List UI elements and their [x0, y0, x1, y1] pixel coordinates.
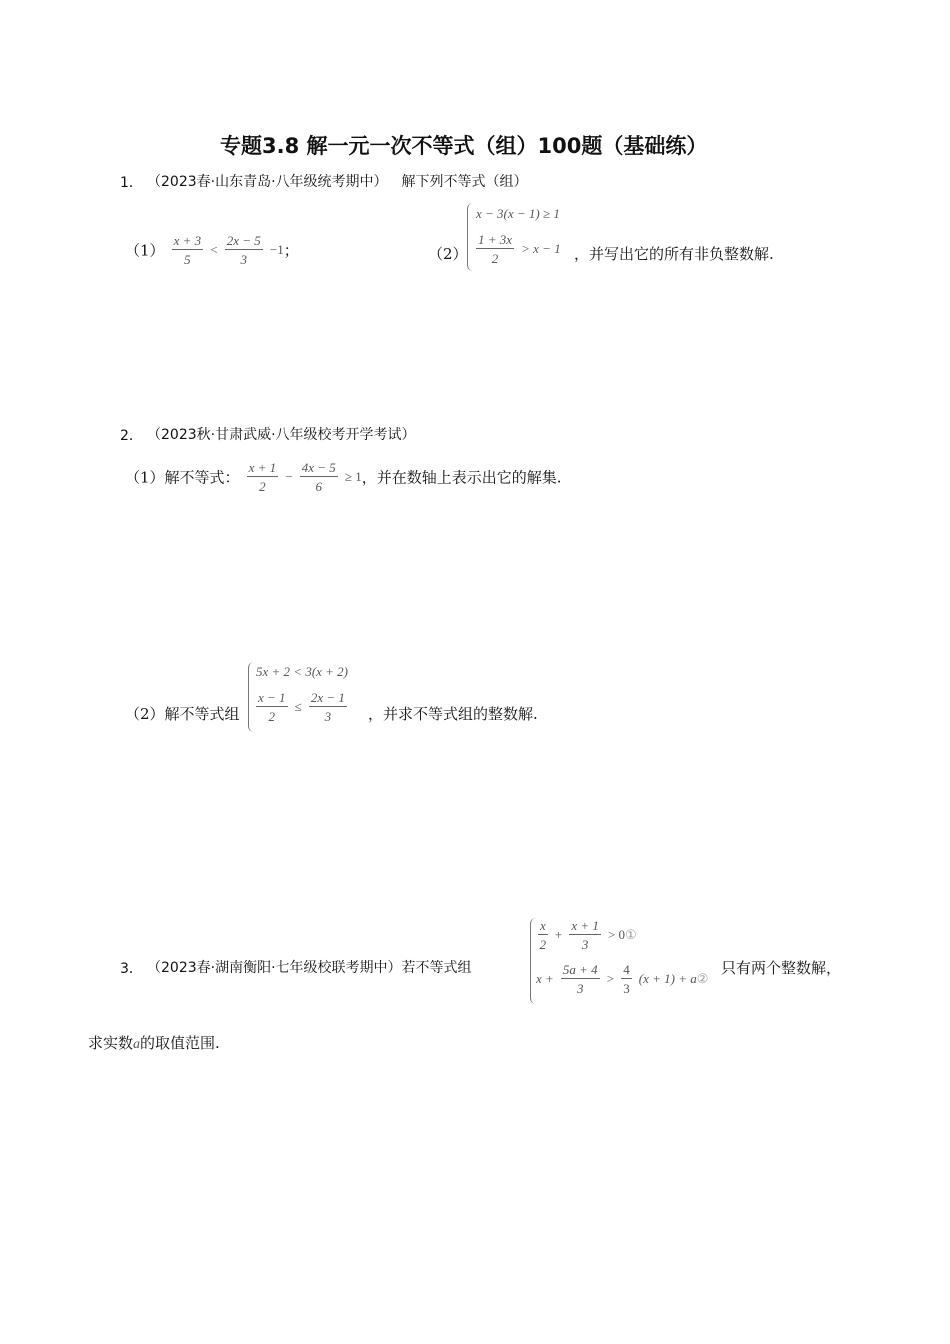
q1-part2-label: （2）	[428, 245, 468, 263]
q1-p2-fraction: $\frac{1 + 3x}{2}$	[478, 232, 513, 266]
q3-system-line2: x + $\frac{5a + 4}{3}$ > $\frac{4}{3}$ (x + 1) + a②	[536, 962, 709, 996]
q2-number: 2．	[120, 428, 143, 444]
q1-system-line2: $\frac{1 + 3x}{2}$ > x − 1	[478, 232, 561, 266]
q2-part2-after: ，并求不等式组的整数解.	[368, 705, 538, 723]
q3-l1-fraction-2: $\frac{x + 1}{3}$	[571, 918, 599, 952]
q2-part2-label: （2）解不等式组	[125, 705, 240, 723]
q1-part1-label: （1）	[125, 241, 165, 260]
q3-number: 3．	[120, 961, 143, 977]
q2-system-line2: $\frac{x - 1}{2}$ ≤ $\frac{2x - 1}{3}$	[258, 690, 345, 724]
q3-l2-fraction-1: $\frac{5a + 4}{3}$	[562, 962, 598, 996]
q2-p1-fraction-2: $\frac{4x - 5}{6}$	[301, 460, 336, 494]
q2-p2-fraction-2: $\frac{2x - 1}{3}$	[310, 690, 345, 724]
q1-number: 1．	[120, 175, 143, 191]
q1-source: （2023春·山东青岛·八年级统考期中） 解下列不等式（组）	[147, 174, 528, 190]
q2-p1-fraction-1: $\frac{x + 1}{2}$	[248, 460, 277, 494]
q3-l1-fraction-1: $\frac{x}{2}$	[539, 918, 547, 952]
q1-p1-fraction-2: $\frac{2x - 5}{3}$	[226, 233, 261, 267]
q1-system-line1: x − 3(x − 1) ≥ 1	[476, 206, 560, 221]
q3-text: （2023春·湖南衡阳·七年级校联考期中）若不等式组	[147, 960, 472, 976]
q1-system-brace	[467, 203, 474, 271]
q2-p2-fraction-1: $\frac{x - 1}{2}$	[258, 690, 286, 724]
q2-part1: （1）解不等式： $\frac{x + 1}{2}$ − $\frac{4x - 5}{6}$ ≥ 1，并在数轴上表示出它的解集.	[125, 460, 562, 494]
q1-part2-after: ，并写出它的所有非负整数解.	[574, 245, 774, 263]
q1-p1-fraction-1: $\frac{x + 3}{5}$	[173, 233, 202, 267]
q3-after: 只有两个整数解，	[721, 959, 842, 977]
q2-part1-label: （1）解不等式：	[125, 468, 240, 487]
q2-system-line1: 5x + 2 < 3(x + 2)	[256, 664, 349, 679]
q3-system-line1: $\frac{x}{2}$ + $\frac{x + 1}{3}$ > 0①	[539, 918, 637, 952]
q2-source: （2023秋·甘肃武威·八年级校考开学考试）	[147, 427, 416, 443]
q1-part1: （1） $\frac{x + 3}{5}$ < $\frac{2x - 5}{3}$ −1；	[125, 233, 299, 267]
q3-variable-a: a	[133, 1037, 141, 1052]
q3-line2: 求实数a的取值范围.	[88, 1034, 220, 1052]
page-title: 专题3.8 解一元一次不等式（组）100题（基础练）	[220, 134, 708, 158]
q3-l2-fraction-2: $\frac{4}{3}$	[623, 962, 630, 996]
